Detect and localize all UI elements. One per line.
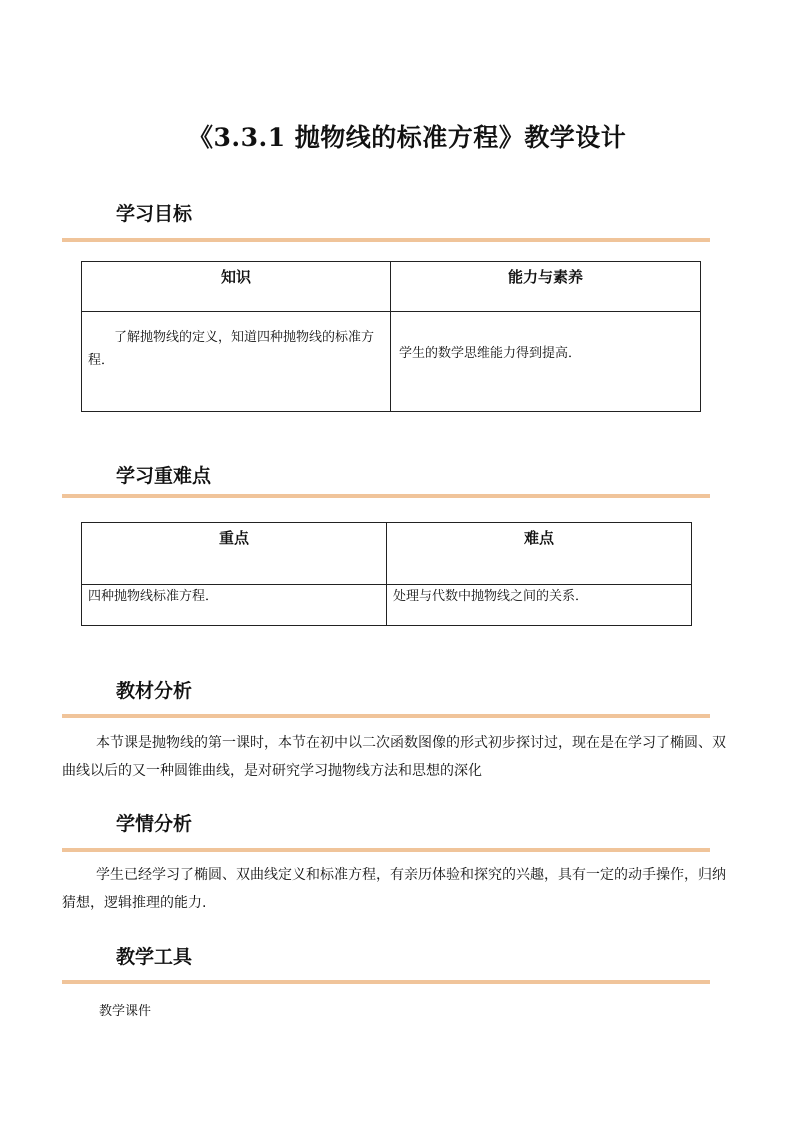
student-analysis-text: 学生已经学习了椭圆、双曲线定义和标准方程，有亲历体验和探究的兴趣，具有一定的动手操作，归纳猜想，逻辑推理的能力. bbox=[62, 867, 726, 911]
key-points-heading: 学习重难点 bbox=[116, 465, 212, 487]
objectives-header-knowledge: 知识 bbox=[82, 262, 391, 312]
student-analysis-divider bbox=[62, 848, 710, 852]
objectives-table bbox=[81, 261, 701, 412]
material-analysis-text: 本节课是抛物线的第一课时，本节在初中以二次函数图像的形式初步探讨过，现在是在学习了椭圆、双曲线以后的又一种圆锥曲线，是对研究学习抛物线方法和思想的深化 bbox=[62, 735, 726, 779]
teaching-tools-text: 教学课件 bbox=[99, 1004, 152, 1019]
key-points-divider bbox=[62, 494, 710, 498]
teaching-tools-heading: 教学工具 bbox=[116, 946, 193, 968]
teaching-tools-divider bbox=[62, 980, 710, 984]
key-points-table bbox=[81, 522, 692, 626]
material-analysis-heading: 教材分析 bbox=[116, 680, 193, 702]
student-analysis-heading: 学情分析 bbox=[116, 813, 193, 835]
key-points-cell-difficulty: 处理与代数中抛物线之间的关系． bbox=[393, 589, 589, 604]
document-title: 《3.3.1 抛物线的标准方程》教学设计 bbox=[188, 123, 627, 152]
key-points-header-difficulty: 难点 bbox=[387, 523, 692, 585]
key-points-header-focus: 重点 bbox=[82, 523, 387, 585]
objectives-header-ability: 能力与素养 bbox=[391, 262, 701, 312]
objectives-divider bbox=[62, 238, 710, 242]
material-analysis-divider bbox=[62, 714, 710, 718]
key-points-cell-focus: 四种抛物线标准方程． bbox=[88, 589, 219, 604]
objectives-cell-ability: 学生的数学思维能力得到提高． bbox=[399, 346, 582, 361]
objectives-heading: 学习目标 bbox=[116, 203, 193, 225]
objectives-cell-knowledge: 了解抛物线的定义，知道四种抛物线的标准方程． bbox=[88, 330, 375, 368]
